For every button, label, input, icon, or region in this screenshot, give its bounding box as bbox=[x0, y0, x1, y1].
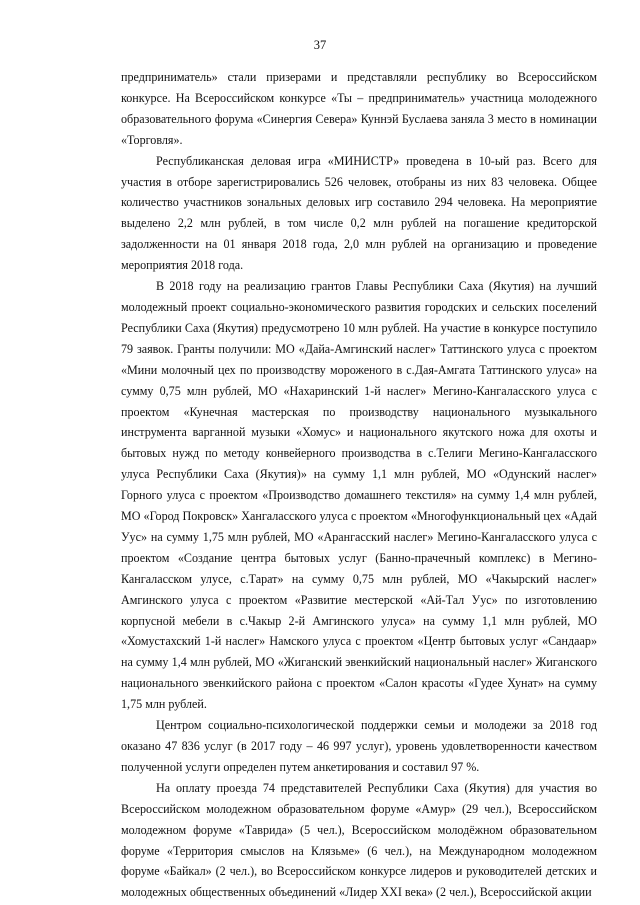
paragraph-travel-payment: На оплату проезда 74 представителей Республики Саха (Якутия) для участия во Всероссийском молодежном образовательном форуме «Амур» (29 чел.), Всероссийском молодежном форуме «Таврида» (5 чел.), Всероссийском молодёжном образовательном форуме «Территория смыслов на Клязьме» (6 чел.), на Международном молодежном форуме «Байкал» (2 чел.), во Всероссийском конкурсе лидеров и руководителей детских и молодежных общественных объединений «Лидер XXI века» (2 чел.), Всероссийской акции bbox=[121, 780, 597, 900]
page-number: 37 bbox=[313, 38, 327, 52]
paragraph-head-grants: В 2018 году на реализацию грантов Главы Республики Саха (Якутия) на лучший молодежный проект социально-экономического развития городских и сельских поселений Республики Саха (Якутия) предусмотрено 10 млн рублей. На участие в конкурсе поступило 79 заявок. Гранты получили: МО «Дайа-Амгинский наслег» Таттинского улуса с проектом «Мини молочный цех по производству мороженого в с.Дая-Амгата Таттинского улуса» на сумму 0,75 млн рублей, МО «Нахаринский 1-й наслег» Мегино-Кангаласского улуса с проектом «Кунечная мастерская по производству национального музыкального инструмента варганной музыки «Хомус» и национального якутского ножа для охоты и бытовых нужд по методу конвейерного производства в с.Телиги Мегино-Кангаласского улуса Республики Саха (Якутия)» на сумму 1,1 млн рублей, МО «Одунский наслег» Горного улуса с проектом «Производство домашнего текстиля» на сумму 1,4 млн рублей, МО «Город Покровск» Хангаласского улуса с проектом «Многофункциональный цех «Адай Уус» на сумму 1,75 млн рублей, МО «Арангасский наслег» Мегино-Кангаласского улуса с проектом «Создание центра бытовых услуг (Банно-прачечный комплекс) в Мегино-Кангаласском улусе, с.Тарат» на сумму 0,75 млн рублей, МО «Чакырский наслег» Амгинского улуса с проектом «Развитие местерской «Ай-Тал Уус» по изготовлению корпусной мебели в с.Чакыр 2-й Амгинского улуса» на сумму 1,1 млн рублей, МО «Хомустахский 1-й наслег» Намского улуса с проектом «Центр бытовых услуг «Сандаар» на сумму 1,4 млн рублей, МО «Жиганский эвенкийский национальный наслег» Жиганского национального эвенкийского района с проектом «Салон красоты «Гудее Хунат» на сумму 1,75 млн рублей. bbox=[121, 279, 597, 712]
paragraph-continued-contest-results: предприниматель» стали призерами и представляли республику во Всероссийском конкурсе. На Всероссийском конкурсе «Ты – предприниматель» участница молодежного образовательного форума «Синергия Севера» Куннэй Буслаева заняла 3 место в номинации «Торговля». bbox=[121, 70, 597, 147]
document-body bbox=[121, 67, 597, 903]
paragraph-family-support-center: Центром социально-психологической поддержки семьи и молодежи за 2018 год оказано 47 836 услуг (в 2017 году – 46 997 услуг), уровень удовлетворенности качеством полученной услуги определен путем анкетирования и составил 97 %. bbox=[121, 718, 597, 774]
paragraph-minister-game: Республиканская деловая игра «МИНИСТР» проведена в 10-ый раз. Всего для участия в отборе зарегистрировались 526 человек, отобраны из них 83 человека. Общее количество участников зональных деловых игр составило 294 человека. На мероприятие выделено 2,2 млн рублей, в том числе 0,2 млн рублей на погашение кредиторской задолженности на 01 января 2018 года, 2,0 млн рублей на организацию и проведение мероприятия 2018 года. bbox=[121, 153, 597, 273]
